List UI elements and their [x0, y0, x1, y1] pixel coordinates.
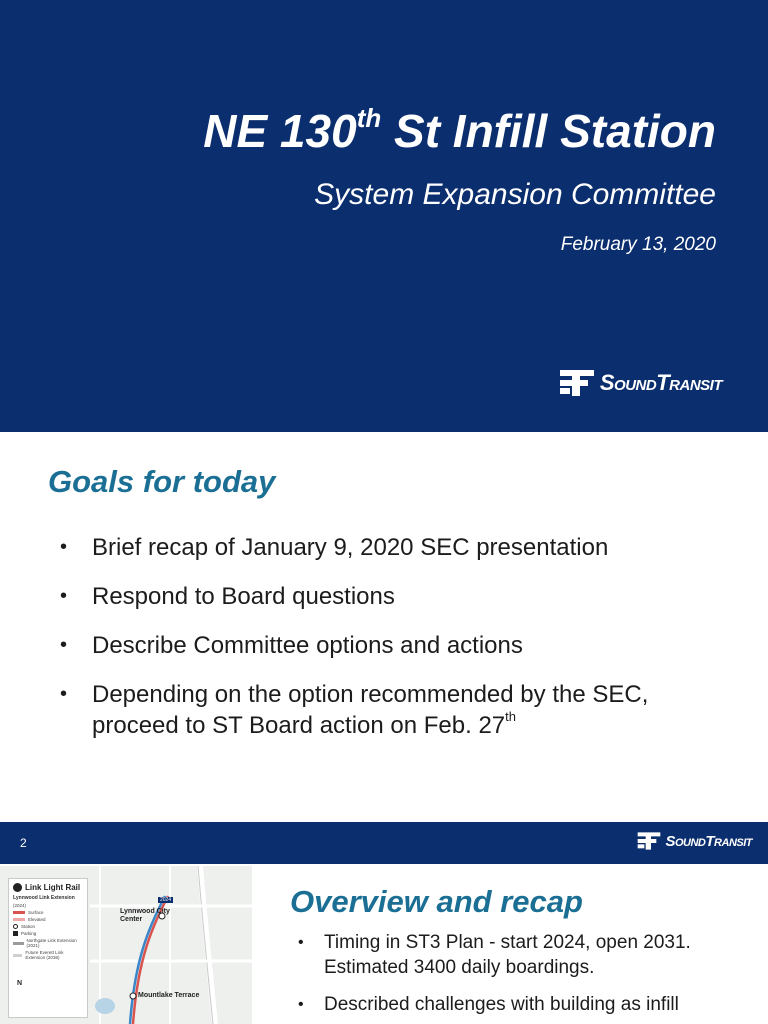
logo-text [600, 370, 722, 396]
slide-title [203, 104, 716, 158]
map-label-lynnwood: Lynnwood City Center [120, 908, 170, 923]
slide-date: February 13, 2020 [560, 234, 716, 255]
goals-item-text: Brief recap of January 9, 2020 SEC presentation [92, 534, 609, 561]
legend-title-text: Link Light Rail [25, 883, 81, 892]
title-suffix: St Infill Station [381, 105, 716, 157]
soundtransit-logo-icon [636, 831, 662, 851]
goals-list [60, 532, 740, 759]
legend-item [13, 938, 83, 948]
legend-item-text: Northgate Link Extension (2021) [26, 938, 77, 948]
slide-footer [0, 822, 768, 864]
bullet-marker: • [60, 585, 68, 607]
goals-item-text: Depending on the option recommended by the SEC, proceed to ST Board action on Feb. 27 [92, 681, 649, 739]
surface-swatch [13, 911, 25, 914]
everett-swatch [13, 954, 22, 957]
legend-item-text: Parking [21, 931, 37, 936]
overview-list-item [298, 930, 758, 980]
legend-item-text: Future Everett Link Extension (2036) [25, 950, 64, 960]
bullet-marker: • [298, 996, 304, 1013]
soundtransit-logo [558, 368, 722, 398]
goals-item-text: Respond to Board questions [92, 583, 395, 610]
goals-list-item [60, 581, 740, 612]
soundtransit-logo-icon [558, 368, 596, 398]
logo-text-first: Sound [599, 370, 657, 395]
legend-item [13, 931, 83, 936]
goals-slide [0, 432, 768, 864]
legend-item [13, 910, 83, 915]
bullet-marker: • [60, 634, 68, 656]
page-number: 2 [20, 836, 27, 850]
legend-title [13, 883, 83, 892]
map-label-mountlake: Mountlake Terrace [138, 992, 200, 999]
legend-item-text: Station [21, 924, 36, 929]
logo-text-first: Sound [665, 832, 706, 850]
bullet-marker: • [298, 934, 304, 951]
parking-icon [13, 931, 18, 936]
legend-item-text: Surface [28, 910, 44, 915]
elevated-swatch [13, 918, 25, 921]
legend-item [13, 950, 83, 960]
goals-heading: Goals for today [48, 464, 276, 499]
title-superscript: th [356, 103, 382, 133]
goals-list-item [60, 630, 740, 661]
goals-item-text: Describe Committee options and actions [92, 632, 523, 659]
overview-heading: Overview and recap [290, 884, 583, 919]
overview-list [298, 930, 758, 1024]
northgate-swatch [13, 942, 24, 945]
goals-list-item [60, 532, 740, 563]
title-prefix: NE 130 [203, 105, 357, 157]
overview-item-text: Timing in ST3 Plan - start 2024, open 2031. Estimated 3400 daily boardings. [324, 932, 691, 978]
logo-text-second: Transit [656, 370, 722, 395]
link-icon [13, 883, 22, 892]
logo-text-second: Transit [705, 832, 752, 850]
route-map [0, 866, 252, 1024]
overview-list-item [298, 992, 758, 1017]
legend-subtitle: Lynnwood Link Extension [13, 895, 75, 901]
overview-item-text: Described challenges with building as infill [324, 994, 679, 1015]
map-legend [8, 878, 88, 1018]
goals-item-superscript: th [505, 709, 516, 724]
legend-item [13, 917, 83, 922]
title-slide [0, 0, 768, 432]
goals-list-item [60, 679, 740, 741]
legend-item-text: Elevated [28, 917, 46, 922]
station-icon [13, 924, 18, 929]
logo-text [665, 833, 752, 850]
bullet-marker: • [60, 683, 68, 705]
soundtransit-logo [636, 831, 752, 851]
legend-year: (2024) [13, 903, 27, 908]
legend-item [13, 924, 83, 929]
north-label: N [17, 980, 23, 987]
slide-subtitle: System Expansion Committee [314, 178, 716, 211]
overview-slide [0, 864, 768, 1024]
station-year-badge: 2024 [160, 897, 172, 903]
bullet-marker: • [60, 536, 68, 558]
